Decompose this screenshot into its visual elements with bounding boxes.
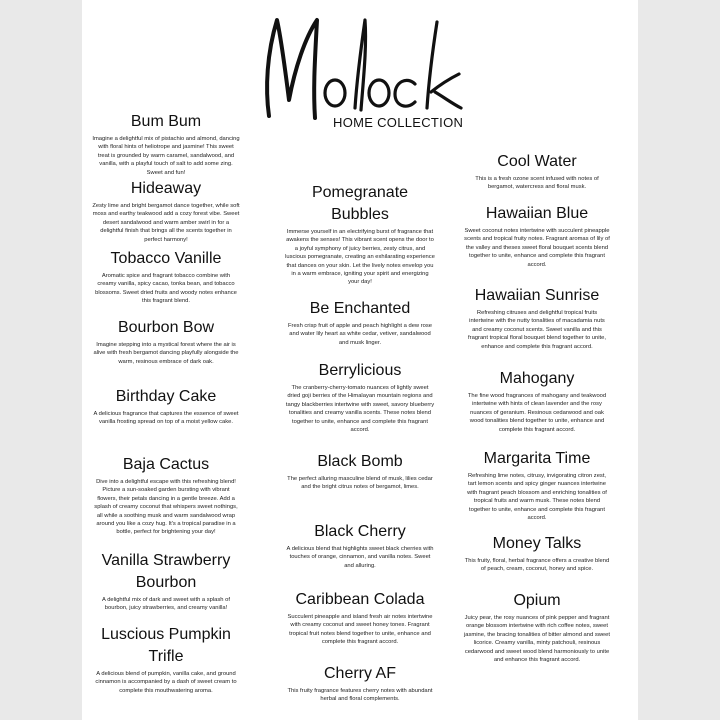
fragrance-name: Money Talks — [492, 535, 582, 552]
fragrance-name: Birthday Cake — [115, 388, 217, 405]
fragrance-description: This fruity, floral, herbal fragrance offers a creative blend of peach, cream, coconut, honey and spice. — [464, 558, 610, 573]
fragrance-name: Tobacco Vanille — [110, 250, 222, 267]
fragrance-name: Berrylicious — [318, 362, 402, 379]
fragrance-item — [92, 111, 240, 177]
fragrance-description: Aromatic spice and fragrant tobacco combine with creamy vanilla, spicy cacao, tonka bean, and tobacco blossoms. Sweet dried fruits and woody notes enhance this fragrant blend. — [95, 273, 237, 305]
fragrance-item — [464, 151, 610, 192]
fragrance-item — [285, 360, 435, 434]
fragrance-name: Bourbon Bow — [117, 319, 215, 336]
fragrance-description: This fruity fragrance features cherry notes with abundant herbal and floral complements. — [287, 688, 433, 703]
fragrance-item — [92, 454, 240, 537]
fragrance-name: Vanilla Strawberry Bourbon — [101, 552, 231, 591]
fragrance-description: The perfect alluring masculine blend of musk, lilies cedar and the bright citrus notes of bergamot, limes. — [287, 476, 433, 491]
fragrance-description: Zesty lime and bright bergamot dance together, while soft moss and earthy teakwood add a cozy forest vibe. Sweet desert sandalwood and warm amber swirl in for a delightful finish that brings all the scents together in perfect harmony! — [92, 203, 240, 243]
fragrance-name: Pomegranate Bubbles — [311, 184, 409, 223]
fragrance-item — [92, 386, 240, 427]
fragrance-name: Mahogany — [499, 370, 575, 387]
fragrance-description: The fine wood fragrances of mahogany and teakwood intertwine with hints of clean lavender and the rosy nuances of geranium. Resinous cedarwood and oak wood tonalities blend together to unite, enhance and complete this fragrant accord. — [467, 393, 607, 433]
fragrance-description: Fresh crisp fruit of apple and peach highlight a dew rose and water lily heart as white cedar, vetiver, sandalwood and musk linger. — [287, 323, 433, 346]
fragrance-name: Hawaiian Sunrise — [474, 287, 600, 304]
fragrance-item — [92, 550, 240, 613]
fragrance-description: Dive into a delightful escape with this refreshing blend! Picture a sun-soaked garden bursting with vibrant flowers, their petals dancing in a gentle breeze. Add a splash of creamy coconut that whispers sweet nothings, all while a soothing musk and warm sandalwood wrap around you like a cozy hug. It's a tropical paradise in a bottle, perfect for brightening your day! — [94, 479, 238, 536]
fragrance-name: Black Bomb — [317, 453, 403, 470]
fragrance-name: Margarita Time — [483, 450, 591, 467]
fragrance-description: Immerse yourself in an electrifying burst of fragrance that awakens the senses! This vibrant scent opens the door to a joyful symphony of juicy berries, zesty citrus, and luscious pomegranate, creating an exhilarating experience that dances on your skin. Let the lively notes envelop you in a warm embrace, igniting your spirit and energizing your day! — [285, 229, 435, 286]
fragrance-name: Cool Water — [497, 153, 577, 170]
fragrance-description: This is a fresh ozone scent infused with notes of bergamot, watercress and floral musk. — [475, 176, 599, 191]
fragrance-name: Cherry AF — [323, 665, 396, 682]
fragrance-name: Opium — [513, 592, 561, 609]
fragrance-description: A delicious fragrance that captures the essence of sweet vanilla frosting spread on top of a moist yellow cake. — [93, 411, 239, 426]
fragrance-description: Imagine stepping into a mystical forest where the air is alive with fresh bergamot dancing playfully alongside the warm, resinous embrace of dark oak. — [93, 342, 239, 365]
fragrance-item — [464, 368, 610, 434]
fragrance-item — [285, 589, 435, 647]
fragrance-description: Succulent pineapple and island fresh air notes intertwine with creamy coconut and sweet honey tones. Fragrant tropical fruit notes blend together to unite, enhance and complete this fragrant accord. — [287, 614, 433, 646]
fragrance-name: Luscious Pumpkin Trifle — [101, 626, 231, 665]
fragrance-item — [285, 663, 435, 704]
fragrance-name: Hawaiian Blue — [485, 205, 589, 222]
fragrance-item — [464, 590, 610, 664]
fragrance-description: Refreshing citruses and delightful tropical fruits intertwine with the nutty tonalities of macadamia nuts and creamy coconut scents. Sweet vanilla and this fragrant tropical floral bouquet blend together to unite, enhance and complete this fragrant accord. — [468, 310, 606, 350]
fragrance-item — [92, 178, 240, 244]
fragrance-item — [285, 182, 435, 287]
fragrance-item — [285, 451, 435, 492]
fragrance-name: Hideaway — [130, 180, 202, 197]
fragrance-item — [464, 285, 610, 351]
fragrance-name: Be Enchanted — [309, 300, 411, 317]
fragrance-description: A delightful mix of dark and sweet with a splash of bourbon, juicy strawberries, and creamy vanilla! — [102, 597, 230, 612]
fragrance-item — [92, 248, 240, 306]
fragrance-description: Sweet coconut notes intertwine with succulent pineapple scents and tropical fruity notes. Fragrant aromas of lily of the valley and theses sweet floral bouquet scents blend together to unite, enhance and complete this fragrant accord. — [464, 228, 610, 268]
fragrance-description: Refreshing lime notes, citrusy, invigorating citron zest, tart lemon scents and spicy ginger nuances intertwine with fragrant peach blossom and enriching tonalities of tropical fruits and warm musk. These notes blend together to unite, enhance and complete this fragrant accord. — [467, 473, 607, 522]
fragrance-item — [92, 317, 240, 366]
fragrance-description: The cranberry-cherry-tomato nuances of lightly sweet dried goji berries of the Himalayan mountain regions and tangy blackberries intertwine with sweet, savory blueberry tonalities and creamy vanilla scents. These notes blend together to unite, enhance and complete this fragrant accord. — [285, 385, 435, 434]
fragrance-description: A delicious blend that highlights sweet black cherries with touches of orange, cinnamon, and vanilla notes. Sweet and alluring. — [286, 546, 434, 569]
fragrance-description: Imagine a delightful mix of pistachio and almond, dancing with floral hints of heliotrope and jasmine! This sweet treat is grounded by warm caramel, sandalwood, and vanilla, with a playful touch of salt to add some zing. Sweet and fun! — [92, 136, 240, 176]
fragrance-name: Caribbean Colada — [295, 591, 425, 608]
fragrance-name: Black Cherry — [314, 523, 406, 540]
fragrance-name: Bum Bum — [130, 113, 202, 130]
brand-logo-script — [255, 8, 470, 128]
fragrance-description: Juicy pear, the rosy nuances of pink pepper and fragrant orange blossom intertwine with rich coffee notes, sweet jasmine, the bracing tonalities of bitter almond and sweet licorice. Creamy vanilla, minty patchouli, resinous cedarwood and sweet wood blend harmoniously to unite and enhance this fragrant accord. — [464, 615, 610, 664]
fragrance-item — [285, 298, 435, 347]
fragrance-item — [464, 533, 610, 574]
fragrance-item — [464, 448, 610, 522]
fragrance-item — [92, 624, 240, 695]
fragrance-item — [285, 521, 435, 570]
fragrance-item — [464, 203, 610, 269]
fragrance-description: A delicious blend of pumpkin, vanilla cake, and ground cinnamon is accompanied by a dash of sweet cream to complete this mouthwatering aroma. — [95, 671, 237, 694]
fragrance-name: Baja Cactus — [122, 456, 210, 473]
brand-subtitle: HOME COLLECTION — [333, 115, 464, 130]
